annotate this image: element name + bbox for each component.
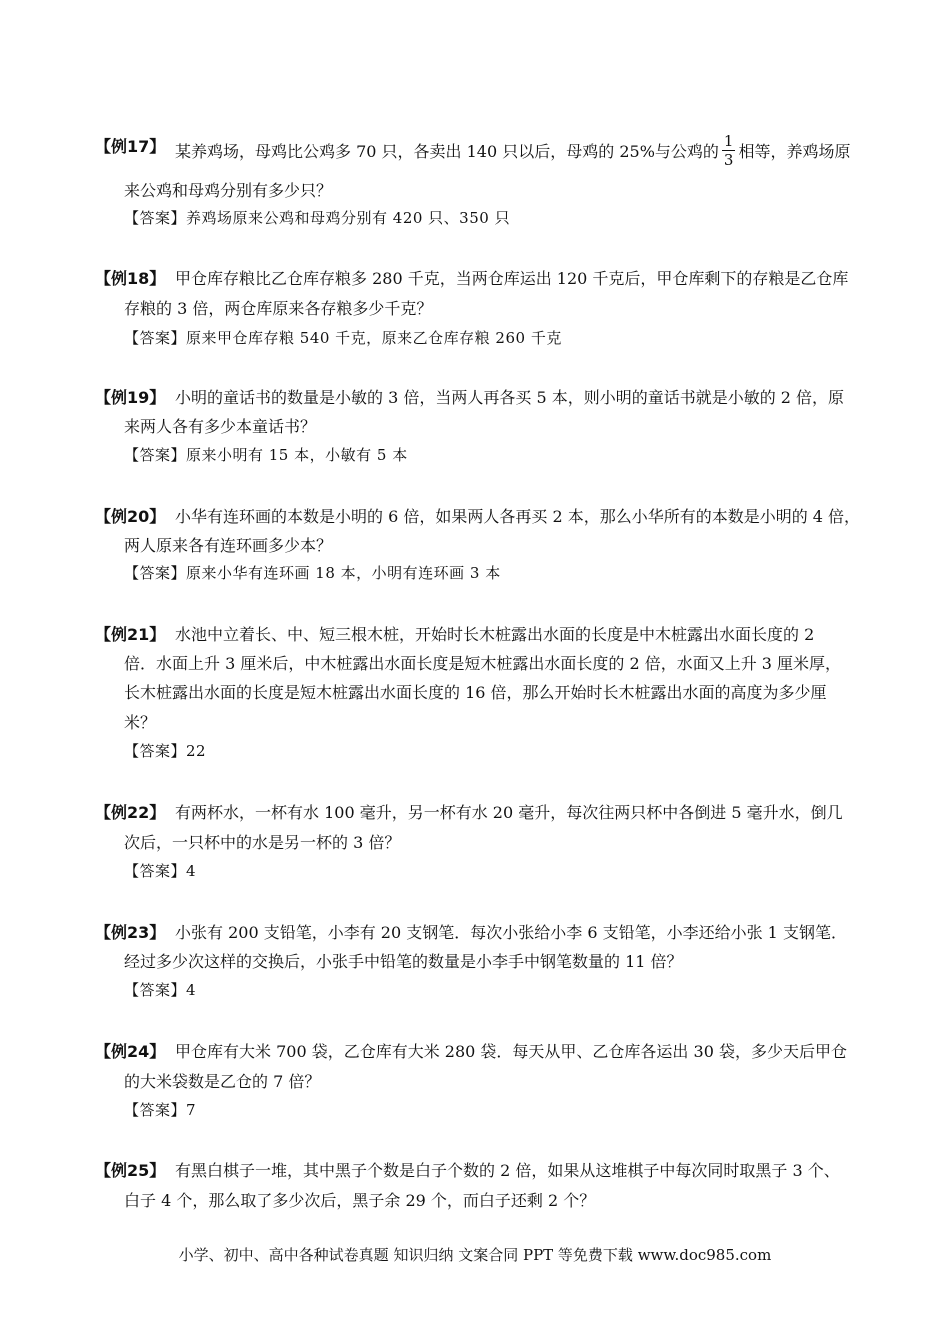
fraction-numerator: 1 (723, 132, 734, 150)
problem-tag: 【例25】 (95, 1161, 166, 1180)
fraction-one-third (722, 132, 736, 169)
problem-tag: 【例19】 (95, 388, 166, 407)
answer-text: 【答案】养鸡场原来公鸡和母鸡分别有 420 只、350 只 (124, 209, 511, 227)
problem-text-line: 有两杯水，一杯有水 100 毫升，另一杯有水 20 毫升，每次往两只杯中各倒进 5 毫升水，倒几 (175, 803, 843, 822)
problem-text-line (175, 134, 850, 171)
problem-text-line: 小华有连环画的本数是小明的 6 倍，如果两人各再买 2 本，那么小华所有的本数是小明的 4 倍， (175, 507, 861, 526)
answer-text: 【答案】4 (124, 981, 197, 999)
fraction-denominator: 3 (723, 151, 734, 169)
problem-tag: 【例21】 (95, 625, 166, 644)
problem-tag: 【例22】 (95, 803, 166, 822)
problem-text-line: 白子 4 个，那么取了多少次后，黑子余 29 个，而白子还剩 2 个？ (124, 1191, 596, 1210)
answer-text: 【答案】7 (124, 1101, 197, 1119)
problem-text-line: 两人原来各有连环画多少本？ (124, 536, 333, 555)
problem-text-line: 的大米袋数是乙仓的 7 倍？ (124, 1072, 321, 1091)
problem-text-line: 存粮的 3 倍，两仓库原来各存粮多少千克？ (124, 299, 433, 318)
problem-text: 某养鸡场，母鸡比公鸡多 70 只，各卖出 140 只以后，母鸡的 25%与公鸡的 (175, 142, 719, 161)
page-footer: 小学、初中、高中各种试卷真题 知识归纳 文案合同 PPT 等免费下载 www.doc985.com (178, 1246, 772, 1264)
problem-tag: 【例24】 (95, 1042, 166, 1061)
answer-text: 【答案】原来小明有 15 本，小敏有 5 本 (124, 446, 408, 464)
problem-text-line: 次后，一只杯中的水是另一杯的 3 倍？ (124, 833, 401, 852)
problem-text: 相等，养鸡场原 (738, 142, 851, 161)
problem-text-line: 小张有 200 支铅笔，小李有 20 支钢笔．每次小张给小李 6 支铅笔，小李还给小张 1 支钢笔． (175, 923, 847, 942)
problem-text-line: 长木桩露出水面的长度是短木桩露出水面长度的 16 倍，那么开始时长木桩露出水面的高度为多少厘 (124, 683, 827, 702)
problem-text-line: 来两人各有多少本童话书？ (124, 417, 317, 436)
problem-tag: 【例20】 (95, 507, 166, 526)
problem-text-line: 来公鸡和母鸡分别有多少只？ (124, 181, 333, 200)
problem-text-line: 倍．水面上升 3 厘米后，中木桩露出水面长度是短木桩露出水面长度的 2 倍，水面又上升 3 厘米厚， (124, 654, 842, 673)
problem-tag: 【例17】 (95, 137, 166, 156)
problem-text-line: 水池中立着长、中、短三根木桩，开始时长木桩露出水面的长度是中木桩露出水面长度的 2 (175, 625, 815, 644)
problem-text-line: 甲仓库存粮比乙仓库存粮多 280 千克，当两仓库运出 120 千克后，甲仓库剩下的存粮是乙仓库 (175, 269, 849, 288)
problem-tag: 【例18】 (95, 269, 166, 288)
problem-tag: 【例23】 (95, 923, 166, 942)
answer-text: 【答案】4 (124, 862, 197, 880)
answer-text: 【答案】原来甲仓库存粮 540 千克，原来乙仓库存粮 260 千克 (124, 329, 562, 347)
problem-text-line: 米？ (124, 713, 157, 732)
problem-text-line: 经过多少次这样的交换后，小张手中铅笔的数量是小李手中钢笔数量的 11 倍？ (124, 952, 683, 971)
problem-text-line: 甲仓库有大米 700 袋，乙仓库有大米 280 袋．每天从甲、乙仓库各运出 30 袋，多少天后甲仓 (175, 1042, 847, 1061)
answer-text: 【答案】原来小华有连环画 18 本，小明有连环画 3 本 (124, 564, 501, 582)
problem-text-line: 小明的童话书的数量是小敏的 3 倍，当两人再各买 5 本，则小明的童话书就是小敏的 2 倍，原 (175, 388, 845, 407)
answer-text: 【答案】22 (124, 742, 207, 760)
problem-text-line: 有黑白棋子一堆，其中黑子个数是白子个数的 2 倍，如果从这堆棋子中每次同时取黑子 3 个、 (175, 1161, 840, 1180)
